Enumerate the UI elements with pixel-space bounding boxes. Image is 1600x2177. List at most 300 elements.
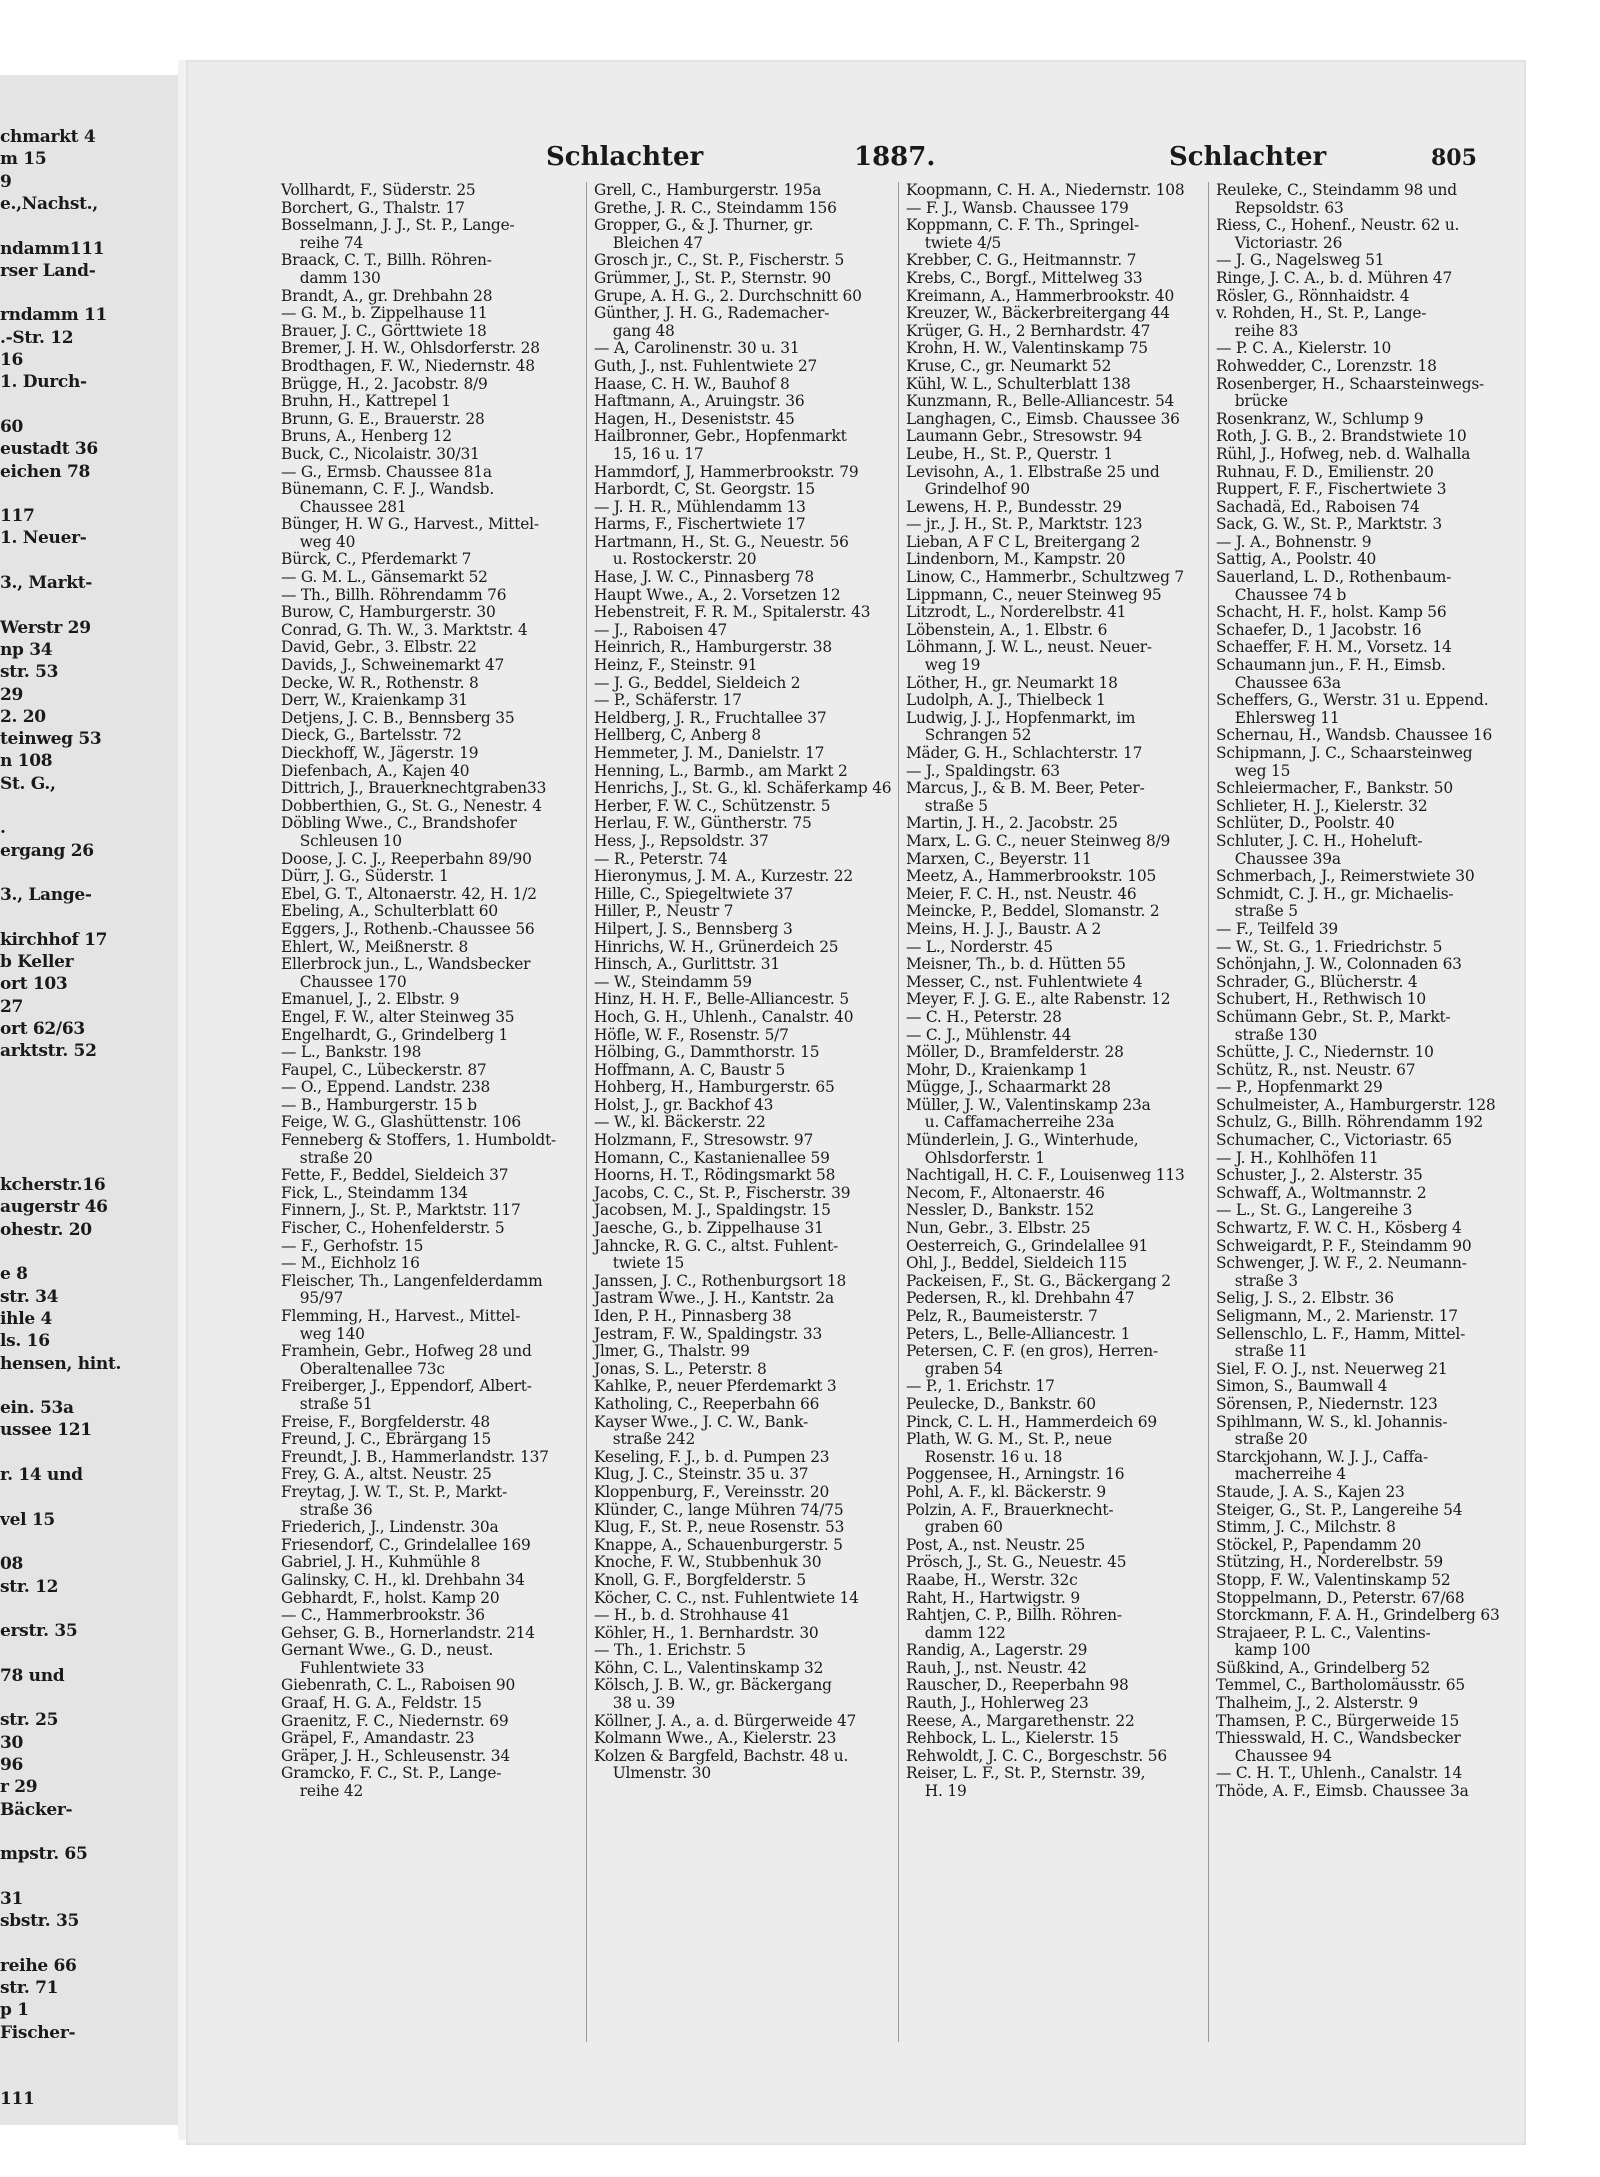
- left-page-text-fragment: sbstr. 35: [0, 1911, 80, 1931]
- directory-entry: Thalheim, J., 2. Alsterstr. 9: [1216, 1694, 1418, 1713]
- directory-entry: reihe 74: [281, 233, 364, 252]
- left-page-text-fragment: ergang 26: [0, 840, 94, 861]
- directory-entry: Hinz, H. H. F., Belle-Alliancestr. 5: [594, 990, 849, 1009]
- directory-entry: Storckmann, F. A. H., Grindelberg 63: [1216, 1606, 1500, 1625]
- directory-entry: Schwaff, A., Woltmannstr. 2: [1216, 1183, 1427, 1202]
- directory-entry: Grupe, A. H. G., 2. Durchschnitt 60: [594, 286, 862, 305]
- directory-entry: Langhagen, C., Eimsb. Chaussee 36: [906, 409, 1180, 428]
- directory-entry: Hille, C., Spiegeltwiete 37: [594, 884, 794, 903]
- directory-entry: reihe 83: [1216, 321, 1299, 340]
- directory-entry: — P., 1. Erichstr. 17: [906, 1377, 1055, 1396]
- left-page-text-fragment: 111: [0, 2089, 35, 2110]
- directory-entry: — jr., J. H., St. P., Marktstr. 123: [906, 515, 1143, 534]
- directory-entry: Nachtigall, H. C. F., Louisenweg 113: [906, 1166, 1185, 1185]
- directory-entry: Sattig, A., Poolstr. 40: [1216, 550, 1377, 569]
- directory-entry: Klug, F., St. P., neue Rosenstr. 53: [594, 1518, 845, 1537]
- directory-entry: Hölbing, G., Dammthorstr. 15: [594, 1043, 820, 1062]
- left-page-text-fragment: ohestr. 20: [0, 1219, 92, 1240]
- directory-entry: Vollhardt, F., Süderstr. 25: [281, 181, 476, 199]
- directory-entry: — L., Bankstr. 198: [281, 1043, 422, 1062]
- left-page-text-fragment: str. 71: [0, 1977, 59, 1998]
- directory-entry: straße 5: [906, 796, 988, 815]
- directory-entry: Jahncke, R. G. C., altst. Fuhlent-: [594, 1236, 838, 1255]
- directory-entry: Schütz, R., nst. Neustr. 67: [1216, 1060, 1416, 1079]
- directory-entry: Repsoldstr. 63: [1216, 198, 1344, 217]
- left-page-text-fragment: 60: [0, 416, 24, 437]
- directory-entry: — C., Hammerbrookstr. 36: [281, 1606, 485, 1625]
- left-page-text-fragment: r. 14 und: [0, 1465, 83, 1485]
- directory-entry: Rosenkranz, W., Schlump 9: [1216, 409, 1424, 428]
- directory-entry: Randig, A., Lagerstr. 29: [906, 1641, 1088, 1660]
- directory-entry: Henrichs, J., St. G., kl. Schäferkamp 46: [594, 779, 892, 798]
- directory-entry: Chaussee 281: [281, 497, 407, 516]
- directory-entry: gang 48: [594, 321, 675, 340]
- directory-entry: Ludolph, A. J., Thielbeck 1: [906, 691, 1106, 710]
- directory-entry: Messer, C., nst. Fuhlentwiete 4: [906, 972, 1143, 991]
- directory-entry: Pelz, R., Baumeisterstr. 7: [906, 1307, 1098, 1325]
- directory-entry: straße 11: [1216, 1342, 1308, 1361]
- directory-entry: Haftmann, A., Aruingstr. 36: [594, 392, 805, 411]
- left-page-text-fragment: ihle 4: [0, 1308, 53, 1329]
- directory-entry: — F., Teilfeld 39: [1216, 919, 1338, 938]
- directory-entry: Harms, F., Fischertwiete 17: [594, 515, 806, 534]
- directory-entry: Ruhnau, F. D., Emilienstr. 20: [1216, 462, 1434, 481]
- directory-entry: Gebhardt, F., holst. Kamp 20: [281, 1588, 500, 1607]
- directory-entry: — W., Steindamm 59: [594, 972, 752, 991]
- directory-entry: Hailbronner, Gebr., Hopfenmarkt: [594, 427, 847, 446]
- directory-entry: Ludwig, J. J., Hopfenmarkt, im: [906, 708, 1136, 727]
- left-page-text-fragment: erstr. 35: [0, 1621, 78, 1642]
- left-page-text-fragment: ndamm111: [0, 238, 105, 259]
- directory-entry: straße 36: [281, 1500, 373, 1519]
- directory-entry: brücke: [1216, 392, 1288, 411]
- directory-entry: Schuster, J., 2. Alsterstr. 35: [1216, 1166, 1423, 1185]
- directory-entry: Keseling, F. J., b. d. Pumpen 23: [594, 1447, 830, 1466]
- directory-entry: Reese, A., Margarethenstr. 22: [906, 1711, 1135, 1730]
- directory-entry: Süßkind, A., Grindelberg 52: [1216, 1658, 1430, 1677]
- directory-entry: Scheffers, G., Werstr. 31 u. Eppend.: [1216, 691, 1489, 710]
- directory-entry: Galinsky, C. H., kl. Drehbahn 34: [281, 1570, 525, 1589]
- directory-entry: Davids, J., Schweinemarkt 47: [281, 656, 505, 675]
- directory-entry: Plath, W. G. M., St. P., neue: [906, 1430, 1112, 1449]
- directory-entry: Schipmann, J. C., Schaarsteinweg: [1216, 744, 1473, 762]
- directory-entry: Levisohn, A., 1. Elbstraße 25 und: [906, 462, 1160, 481]
- directory-entry: — P., Schäferstr. 17: [594, 691, 742, 710]
- directory-entry: Laumann Gebr., Stresowstr. 94: [906, 427, 1143, 446]
- directory-entry: Borchert, G., Thalstr. 17: [281, 198, 465, 217]
- directory-entry: straße 3: [1216, 1271, 1298, 1290]
- directory-entry: straße 20: [281, 1148, 373, 1167]
- directory-entry: Schütte, J. C., Niedernstr. 10: [1216, 1043, 1434, 1062]
- directory-entry: Krebs, C., Borgf., Mittelweg 33: [906, 268, 1143, 287]
- directory-entry: Hagen, H., Deseniststr. 45: [594, 409, 795, 428]
- directory-entry: Kreimann, A., Hammerbrookstr. 40: [906, 286, 1175, 305]
- directory-entry: Kreuzer, W., Bäckerbreitergang 44: [906, 304, 1170, 323]
- directory-entry: Hoch, G. H., Uhlenh., Canalstr. 40: [594, 1007, 854, 1026]
- directory-entry: Schrangen 52: [906, 726, 1032, 745]
- left-page-text-fragment: mpstr. 65: [0, 1844, 88, 1865]
- directory-entry: Köcher, C. C., nst. Fuhlentwiete 14: [594, 1588, 859, 1607]
- directory-entry: Meisner, Th., b. d. Hütten 55: [906, 955, 1126, 974]
- directory-entry: Simon, S., Baumwall 4: [1216, 1377, 1388, 1396]
- directory-entry: Grindelhof 90: [906, 480, 1030, 499]
- directory-entry: Dobberthien, G., St. G., Nenestr. 4: [281, 796, 542, 815]
- directory-entry: Rauscher, D., Reeperbahn 98: [906, 1676, 1129, 1695]
- directory-entry: Schwenger, J. W. F., 2. Neumann-: [1216, 1254, 1467, 1273]
- directory-entry: Engel, F. W., alter Steinweg 35: [281, 1007, 515, 1026]
- directory-entry: 15, 16 u. 17: [594, 444, 704, 463]
- directory-entry: straße 51: [281, 1394, 373, 1413]
- directory-entry: Dieck, G., Bartelsstr. 72: [281, 726, 462, 745]
- left-page-text-fragment: hensen, hint.: [0, 1353, 122, 1374]
- left-page-text-fragment: ussee 121: [0, 1420, 92, 1441]
- directory-entry: Sellenschlo, L. F., Hamm, Mittel-: [1216, 1324, 1466, 1343]
- directory-entry: Nessler, D., Bankstr. 152: [906, 1201, 1094, 1220]
- directory-entry: u. Rostockerstr. 20: [594, 550, 757, 569]
- directory-entry: Jestram, F. W., Spaldingstr. 33: [594, 1324, 823, 1343]
- directory-entry: Engelhardt, G., Grindelberg 1: [281, 1025, 509, 1044]
- directory-entry: Bürck, C., Pferdemarkt 7: [281, 550, 472, 569]
- left-page-text-fragment: e.,Nachst.,: [0, 193, 98, 214]
- directory-entry: Kühl, W. L., Schulterblatt 138: [906, 374, 1131, 393]
- directory-entry: weg 140: [281, 1324, 365, 1343]
- directory-entry: — J. A., Bohnenstr. 9: [1216, 532, 1372, 551]
- left-page-text-fragment: rndamm 11: [0, 305, 108, 326]
- directory-entry: Müller, J. W., Valentinskamp 23a: [906, 1095, 1151, 1114]
- directory-entry: Marcus, J., & B. M. Beer, Peter-: [906, 779, 1145, 798]
- directory-entry: Hase, J. W. C., Pinnasberg 78: [594, 568, 814, 587]
- left-page-text-fragment: 27: [0, 996, 24, 1017]
- directory-entry: Haase, C. H. W., Bauhof 8: [594, 374, 790, 393]
- directory-entry: Stöckel, P., Papendamm 20: [1216, 1535, 1422, 1554]
- directory-entry: Dittrich, J., Brauerknechtgraben33: [281, 779, 547, 798]
- left-page-text-fragment: Fischer-: [0, 2022, 76, 2043]
- directory-entry: Packeisen, F., St. G., Bäckergang 2: [906, 1271, 1171, 1290]
- left-page-text-fragment: np 34: [0, 639, 53, 660]
- directory-entry: damm 130: [281, 268, 381, 287]
- directory-entry: Thöde, A. F., Eimsb. Chaussee 3a: [1216, 1782, 1469, 1801]
- directory-entry: Chaussee 74 b: [1216, 585, 1347, 604]
- directory-entry: Döbling Wwe., C., Brandshofer: [281, 814, 517, 833]
- directory-entry: Klug, J. C., Steinstr. 35 u. 37: [594, 1465, 809, 1484]
- directory-entry: Schumacher, C., Victoriastr. 65: [1216, 1131, 1452, 1150]
- directory-entry: Schwartz, F. W. C. H., Kösberg 4: [1216, 1219, 1462, 1238]
- directory-entry: Chaussee 63a: [1216, 673, 1341, 692]
- directory-entry: Kahlke, P., neuer Pferdemarkt 3: [594, 1377, 837, 1396]
- directory-column-4: [1216, 182, 1516, 1801]
- directory-entry: — G. M. L., Gänsemarkt 52: [281, 568, 488, 587]
- directory-entry: Ehlert, W., Meißnerstr. 8: [281, 937, 469, 956]
- directory-entry: Schlüter, D., Poolstr. 40: [1216, 814, 1395, 833]
- directory-entry: Harbordt, C, St. Georgstr. 15: [594, 480, 815, 499]
- directory-entry: Koppmann, C. F. Th., Springel-: [906, 216, 1140, 235]
- left-page-text-fragment: 2. 20: [0, 706, 46, 727]
- directory-entry: — G., Ermsb. Chaussee 81a: [281, 462, 492, 481]
- directory-entry: Lindenborn, M., Kampstr. 20: [906, 550, 1126, 569]
- left-page-text-fragment: teinweg 53: [0, 729, 102, 750]
- directory-entry: Gabriel, J. H., Kuhmühle 8: [281, 1553, 481, 1572]
- directory-entry: Buck, C., Nicolaistr. 30/31: [281, 444, 480, 463]
- directory-entry: Brodthagen, F. W., Niedernstr. 48: [281, 356, 535, 375]
- directory-entry: Schluter, J. C. H., Hoheluft-: [1216, 831, 1423, 850]
- left-page-text-fragment: 31: [0, 1888, 24, 1909]
- left-page-text-fragment: arktstr. 52: [0, 1041, 97, 1062]
- directory-entry: Krohn, H. W., Valentinskamp 75: [906, 339, 1148, 358]
- directory-entry: Schümann Gebr., St. P., Markt-: [1216, 1007, 1451, 1026]
- directory-entry: Selig, J. S., 2. Elbstr. 36: [1216, 1289, 1394, 1308]
- directory-entry: Hemmeter, J. M., Danielstr. 17: [594, 744, 825, 762]
- directory-entry: Klünder, C., lange Mühren 74/75: [594, 1500, 844, 1519]
- directory-entry: Günther, J. H. G., Rademacher-: [594, 304, 830, 323]
- directory-entry: Derr, W., Kraienkamp 31: [281, 691, 468, 710]
- directory-entry: Eggers, J., Rothenb.-Chaussee 56: [281, 919, 535, 938]
- directory-entry: Möller, D., Bramfelderstr. 28: [906, 1043, 1124, 1062]
- left-page-text-fragment: str. 53: [0, 662, 59, 683]
- directory-entry: Jacobsen, M. J., Spaldingstr. 15: [594, 1201, 831, 1220]
- directory-entry: Spihlmann, W. S., kl. Johannis-: [1216, 1412, 1448, 1431]
- left-page-text-fragment: 78 und: [0, 1665, 65, 1686]
- directory-entry: Kayser Wwe., J. C. W., Bank-: [594, 1412, 809, 1431]
- left-page-text-fragment: reihe 66: [0, 1955, 77, 1976]
- directory-entry: — P., Hopfenmarkt 29: [1216, 1078, 1383, 1097]
- directory-entry: Framhein, Gebr., Hofweg 28 und: [281, 1342, 532, 1361]
- directory-entry: Staude, J. A. S., Kajen 23: [1216, 1482, 1405, 1501]
- directory-entry: Faupel, C., Lübeckerstr. 87: [281, 1060, 487, 1079]
- directory-entry: Hieronymus, J. M. A., Kurzestr. 22: [594, 867, 853, 886]
- directory-entry: Sachadä, Ed., Raboisen 74: [1216, 497, 1420, 516]
- directory-entry: straße 5: [1216, 902, 1298, 921]
- directory-entry: Fenneberg & Stoffers, 1. Humboldt-: [281, 1131, 557, 1150]
- directory-entry: Münderlein, J. G., Winterhude,: [906, 1131, 1139, 1150]
- directory-entry: Guth, J., nst. Fuhlentwiete 27: [594, 356, 818, 375]
- directory-entry: Raabe, H., Werstr. 32c: [906, 1570, 1078, 1589]
- left-page-text-fragment: augerstr 46: [0, 1197, 108, 1218]
- directory-entry: Hellberg, C, Anberg 8: [594, 726, 762, 745]
- directory-entry: Jacobs, C. C., St. P., Fischerstr. 39: [594, 1183, 851, 1202]
- directory-entry: Starckjohann, W. J. J., Caffa-: [1216, 1447, 1428, 1466]
- directory-entry: Friesendorf, C., Grindelallee 169: [281, 1535, 531, 1554]
- page-header: [186, 142, 1526, 182]
- directory-entry: Grethe, J. R. C., Steindamm 156: [594, 198, 837, 217]
- left-page-text-fragment: 1. Durch-: [0, 372, 87, 393]
- left-page-text-fragment: ort 103: [0, 974, 68, 995]
- directory-entry: Kolzen & Bargfeld, Bachstr. 48 u.: [594, 1746, 849, 1765]
- directory-entry: straße 20: [1216, 1430, 1308, 1449]
- directory-entry: u. Caffamacherreihe 23a: [906, 1113, 1115, 1132]
- directory-entry: Koopmann, C. H. A., Niedernstr. 108: [906, 181, 1185, 199]
- directory-entry: Bosselmann, J. J., St. P., Lange-: [281, 216, 515, 235]
- directory-entry: Detjens, J. C. B., Bennsberg 35: [281, 708, 515, 727]
- directory-entry: Stopp, F. W., Valentinskamp 52: [1216, 1570, 1451, 1589]
- directory-entry: Graenitz, F. C., Niedernstr. 69: [281, 1711, 509, 1730]
- left-page-text-fragment: str. 25: [0, 1710, 59, 1731]
- directory-entry: Hammdorf, J, Hammerbrookstr. 79: [594, 462, 859, 481]
- left-page-text-fragment: kcherstr.16: [0, 1175, 106, 1196]
- directory-entry: Rahtjen, C. P., Billh. Röhren-: [906, 1606, 1122, 1625]
- directory-entry: Lippmann, C., neuer Steinweg 95: [906, 585, 1162, 604]
- directory-entry: Martin, J. H., 2. Jacobstr. 25: [906, 814, 1118, 833]
- directory-entry: Schaefer, D., 1 Jacobstr. 16: [1216, 620, 1422, 639]
- directory-entry: Sörensen, P., Niedernstr. 123: [1216, 1394, 1438, 1413]
- left-page-text-fragment: chmarkt 4: [0, 127, 96, 147]
- directory-entry: Knoll, G. F., Borgfelderstr. 5: [594, 1570, 806, 1589]
- directory-entry: Hiller, P., Neustr 7: [594, 902, 734, 921]
- left-page-text-fragment: e 8: [0, 1264, 28, 1285]
- directory-entry: Meyer, F. J. G. E., alte Rabenstr. 12: [906, 990, 1171, 1009]
- directory-entry: Hohberg, H., Hamburgerstr. 65: [594, 1078, 835, 1097]
- directory-entry: — Th., 1. Erichstr. 5: [594, 1641, 746, 1660]
- directory-entry: Braack, C. T., Billh. Röhren-: [281, 251, 492, 270]
- directory-entry: Ohlsdorferstr. 1: [906, 1148, 1045, 1167]
- directory-entry: — J. H., Kohlhöfen 11: [1216, 1148, 1379, 1167]
- directory-entry: Petersen, C. F. (en gros), Herren-: [906, 1342, 1158, 1361]
- directory-entry: Schaumann jun., F. H., Eimsb.: [1216, 656, 1446, 675]
- directory-entry: Bleichen 47: [594, 233, 703, 252]
- directory-entry: Freytag, J. W. T., St. P., Markt-: [281, 1482, 508, 1501]
- directory-entry: Ulmenstr. 30: [594, 1764, 711, 1783]
- left-page-text-fragment: St. G.,: [0, 773, 56, 794]
- directory-entry: Temmel, C., Bartholomäusstr. 65: [1216, 1676, 1465, 1695]
- column-rule: [586, 182, 587, 2042]
- directory-entry: Marxen, C., Beyerstr. 11: [906, 849, 1092, 868]
- directory-entry: Krüger, G. H., 2 Bernhardstr. 47: [906, 321, 1151, 340]
- directory-entry: macherreihe 4: [1216, 1465, 1347, 1484]
- directory-entry: — M., Eichholz 16: [281, 1254, 420, 1273]
- directory-entry: — P. C. A., Kielerstr. 10: [1216, 339, 1392, 358]
- directory-entry: — L., St. G., Langereihe 3: [1216, 1201, 1413, 1220]
- left-page-text-fragment: 3., Lange-: [0, 885, 92, 906]
- directory-entry: Grümmer, J., St. P., Sternstr. 90: [594, 268, 832, 287]
- directory-entry: Fick, L., Steindamm 134: [281, 1183, 468, 1202]
- directory-entry: — C. H., Peterstr. 28: [906, 1007, 1062, 1026]
- directory-entry: Herber, F. W. C., Schützenstr. 5: [594, 796, 831, 815]
- directory-entry: Freundt, J. B., Hammerlandstr. 137: [281, 1447, 549, 1466]
- directory-entry: Riess, C., Hohenf., Neustr. 62 u.: [1216, 216, 1460, 235]
- directory-entry: Kloppenburg, F., Vereinsstr. 20: [594, 1482, 830, 1501]
- left-page-text-fragment: ort 62/63: [0, 1019, 85, 1039]
- left-page-text-fragment: vel 15: [0, 1509, 55, 1530]
- directory-entry: Peulecke, D., Bankstr. 60: [906, 1394, 1096, 1413]
- left-page-text-fragment: 08: [0, 1554, 24, 1575]
- directory-entry: Schernau, H., Wandsb. Chaussee 16: [1216, 726, 1493, 745]
- directory-entry: Chaussee 39a: [1216, 849, 1341, 868]
- directory-entry: Mohr, D., Kraienkamp 1: [906, 1060, 1089, 1079]
- directory-entry: Siel, F. O. J., nst. Neuerweg 21: [1216, 1359, 1448, 1378]
- directory-entry: Peters, L., Belle-Alliancestr. 1: [906, 1324, 1131, 1343]
- left-page-text-fragment: 9: [0, 171, 12, 192]
- directory-entry: Victoriastr. 26: [1216, 233, 1343, 252]
- left-page-text-fragment: ein. 53a: [0, 1398, 74, 1419]
- directory-entry: — W., kl. Bäckerstr. 22: [594, 1113, 766, 1132]
- directory-entry: Raht, H., Hartwigstr. 9: [906, 1588, 1080, 1607]
- directory-entry: kamp 100: [1216, 1641, 1311, 1660]
- directory-entry: Gropper, G., & J. Thurner, gr.: [594, 216, 814, 235]
- directory-entry: — B., Hamburgerstr. 15 b: [281, 1095, 477, 1114]
- page-number: 805: [1431, 145, 1477, 171]
- directory-entry: Meier, F. C. H., nst. Neustr. 46: [906, 884, 1137, 903]
- directory-entry: — J. G., Nagelsweg 51: [1216, 251, 1385, 270]
- directory-entry: twiete 15: [594, 1254, 685, 1273]
- directory-entry: Pedersen, R., kl. Drehbahn 47: [906, 1289, 1135, 1308]
- directory-entry: — Th., Billh. Röhrendamm 76: [281, 585, 507, 604]
- directory-entry: Bruns, A., Henberg 12: [281, 427, 452, 446]
- directory-entry: weg 15: [1216, 761, 1291, 780]
- directory-entry: Flemming, H., Harvest., Mittel-: [281, 1307, 521, 1325]
- directory-entry: Rauth, J., Hohlerweg 23: [906, 1694, 1089, 1713]
- directory-entry: Köhn, C. L., Valentinskamp 32: [594, 1658, 824, 1677]
- directory-entry: Feige, W. G., Glashüttenstr. 106: [281, 1113, 521, 1132]
- directory-entry: Brandt, A., gr. Drehbahn 28: [281, 286, 493, 305]
- directory-entry: Heinrich, R., Hamburgerstr. 38: [594, 638, 832, 657]
- left-page-fragment: [0, 75, 180, 2125]
- directory-page: [186, 60, 1526, 2145]
- directory-entry: Mäder, G. H., Schlachterstr. 17: [906, 744, 1143, 762]
- directory-entry: H. 19: [906, 1782, 967, 1801]
- directory-column-1: [281, 182, 586, 1801]
- directory-entry: Leube, H., St. P., Querstr. 1: [906, 444, 1114, 463]
- left-page-text-fragment: 16: [0, 350, 24, 370]
- directory-entry: Oberaltenallee 73c: [281, 1359, 445, 1378]
- directory-entry: Meetz, A., Hammerbrookstr. 105: [906, 867, 1157, 886]
- left-page-text-fragment: str. 34: [0, 1286, 59, 1307]
- directory-entry: Nun, Gebr., 3. Elbstr. 25: [906, 1219, 1091, 1238]
- directory-entry: Marx, L. G. C., neuer Steinweg 8/9: [906, 831, 1171, 850]
- directory-entry: Stimm, J. C., Milchstr. 8: [1216, 1518, 1396, 1537]
- directory-entry: Freund, J. C., Ebrärgang 15: [281, 1430, 492, 1449]
- directory-entry: Litzrodt, L., Norderelbstr. 41: [906, 603, 1127, 622]
- directory-entry: Schlieter, H. J., Kielerstr. 32: [1216, 796, 1428, 815]
- directory-entry: Decke, W. R., Rothenstr. 8: [281, 673, 479, 692]
- directory-entry: Schleusen 10: [281, 831, 402, 850]
- left-page-text-fragment: r 29: [0, 1777, 38, 1798]
- directory-entry: Rühl, J., Hofweg, neb. d. Walhalla: [1216, 444, 1471, 463]
- directory-entry: Schaeffer, F. H. M., Vorsetz. 14: [1216, 638, 1452, 657]
- directory-entry: Chaussee 170: [281, 972, 407, 991]
- directory-entry: Stoppelmann, D., Peterstr. 67/68: [1216, 1588, 1465, 1607]
- directory-entry: Knoche, F. W., Stubbenhuk 30: [594, 1553, 822, 1572]
- directory-entry: Meins, H. J. J., Baustr. A 2: [906, 919, 1102, 938]
- directory-entry: Rehwoldt, J. C. C., Borgeschstr. 56: [906, 1746, 1167, 1765]
- directory-entry: Sauerland, L. D., Rothenbaum-: [1216, 568, 1452, 587]
- directory-column-3: [906, 182, 1211, 1801]
- directory-entry: Post, A., nst. Neustr. 25: [906, 1535, 1086, 1554]
- directory-entry: Graaf, H. G. A., Feldstr. 15: [281, 1694, 482, 1713]
- directory-entry: Henning, L., Barmb., am Markt 2: [594, 761, 848, 780]
- directory-entry: Kolmann Wwe., A., Kielerstr. 23: [594, 1729, 837, 1748]
- directory-entry: Hinsch, A., Gurlittstr. 31: [594, 955, 780, 974]
- directory-entry: Diefenbach, A., Kajen 40: [281, 761, 470, 780]
- directory-entry: Kruse, C., gr. Neumarkt 52: [906, 356, 1112, 375]
- directory-entry: Strajaeer, P. L. C., Valentins-: [1216, 1623, 1431, 1642]
- directory-entry: straße 242: [594, 1430, 696, 1449]
- directory-entry: Emanuel, J., 2. Elbstr. 9: [281, 990, 460, 1009]
- directory-entry: Hilpert, J. S., Bennsberg 3: [594, 919, 793, 938]
- directory-entry: Gräper, J. H., Schleusenstr. 34: [281, 1746, 510, 1765]
- directory-entry: Hinrichs, W. H., Grünerdeich 25: [594, 937, 839, 956]
- directory-entry: Schmerbach, J., Reimerstwiete 30: [1216, 867, 1475, 886]
- directory-entry: Jonas, S. L., Peterstr. 8: [594, 1359, 767, 1378]
- directory-entry: Prösch, J., St. G., Neuestr. 45: [906, 1553, 1127, 1572]
- left-page-text-fragment: 3., Markt-: [0, 573, 93, 593]
- directory-entry: Meincke, P., Beddel, Slomanstr. 2: [906, 902, 1160, 921]
- directory-entry: Schweigardt, P. F., Steindamm 90: [1216, 1236, 1472, 1255]
- left-page-text-fragment: ls. 16: [0, 1331, 50, 1352]
- directory-entry: Friederich, J., Lindenstr. 30a: [281, 1518, 499, 1537]
- directory-entry: Köllner, J. A., a. d. Bürgerweide 47: [594, 1711, 857, 1730]
- directory-entry: Bremer, J. H. W., Ohlsdorferstr. 28: [281, 339, 540, 358]
- directory-entry: Homann, C., Kastanienallee 59: [594, 1148, 830, 1167]
- directory-entry: Reuleke, C., Steindamm 98 und: [1216, 181, 1457, 199]
